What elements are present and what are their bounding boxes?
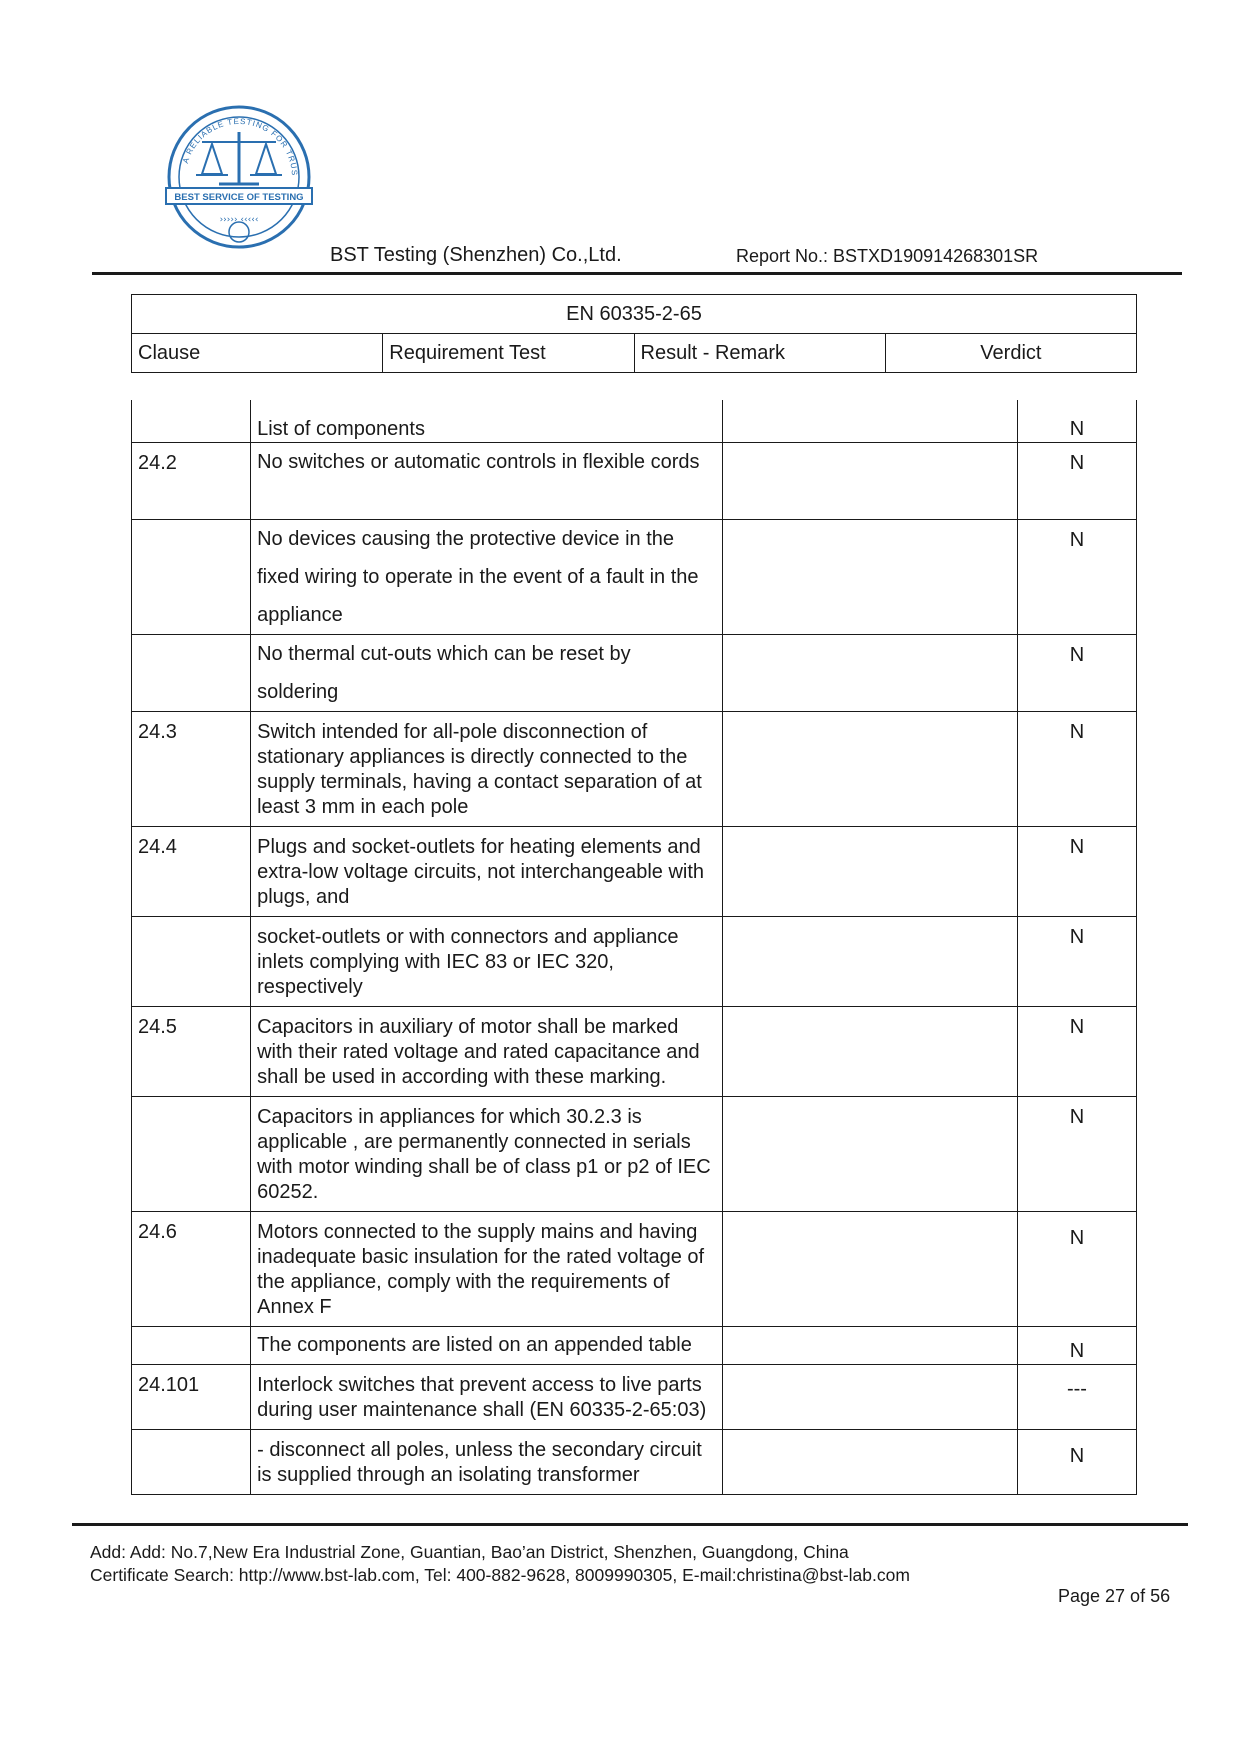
- result-cell: [722, 1430, 1017, 1495]
- verdict-cell: ---: [1017, 1365, 1136, 1430]
- footer-divider: [72, 1523, 1188, 1526]
- header-divider: [92, 272, 1182, 275]
- clause-cell: 24.2: [132, 443, 251, 520]
- requirements-table: [131, 400, 1137, 1495]
- column-header-clause: Clause: [132, 334, 383, 373]
- requirement-cell: Switch intended for all-pole disconnection of stationary appliances is directly connected to the supply terminals, having a contact separation of at least 3 mm in each pole: [251, 712, 722, 827]
- verdict-cell: N: [1017, 827, 1136, 917]
- clause-cell: [132, 400, 251, 443]
- requirement-cell: Capacitors in auxiliary of motor shall be marked with their rated voltage and rated capacitance and shall be used in according with these marking.: [251, 1007, 722, 1097]
- verdict-cell: N: [1017, 443, 1136, 520]
- table-row: [132, 917, 1137, 1007]
- table-row: [132, 1327, 1137, 1365]
- verdict-cell: N: [1017, 1212, 1136, 1327]
- verdict-cell: N: [1017, 1097, 1136, 1212]
- result-cell: [722, 635, 1017, 712]
- result-cell: [722, 827, 1017, 917]
- verdict-cell: N: [1017, 917, 1136, 1007]
- clause-cell: [132, 1327, 251, 1365]
- requirement-cell: List of components: [251, 400, 722, 443]
- svg-text:››››› ‹‹‹‹‹: ››››› ‹‹‹‹‹: [219, 215, 259, 225]
- clause-cell: [132, 1430, 251, 1495]
- company-name: BST Testing (Shenzhen) Co.,Ltd.: [330, 244, 622, 266]
- requirement-cell: No switches or automatic controls in flexible cords: [251, 443, 722, 520]
- table-row: [132, 712, 1137, 827]
- report-number: Report No.: BSTXD190914268301SR: [736, 246, 1039, 266]
- clause-cell: 24.4: [132, 827, 251, 917]
- clause-cell: 24.3: [132, 712, 251, 827]
- requirement-cell: No devices causing the protective device in the fixed wiring to operate in the event of a fault in the appliance: [251, 520, 722, 635]
- column-header-verdict: Verdict: [885, 334, 1136, 373]
- clause-cell: 24.101: [132, 1365, 251, 1430]
- requirement-cell: The components are listed on an appended table: [251, 1327, 722, 1365]
- clause-cell: 24.6: [132, 1212, 251, 1327]
- footer-certificate-search: Certificate Search: http://www.bst-lab.com, Tel: 400-882-9628, 8009990305, E-mail:christina@bst-lab.com: [90, 1565, 910, 1585]
- clause-cell: [132, 635, 251, 712]
- clause-cell: [132, 520, 251, 635]
- requirement-cell: Motors connected to the supply mains and having inadequate basic insulation for the rated voltage of the appliance, comply with the requirements of Annex F: [251, 1212, 722, 1327]
- table-row: [132, 1097, 1137, 1212]
- requirement-cell: Interlock switches that prevent access to live parts during user maintenance shall (EN 60335-2-65:03): [251, 1365, 722, 1430]
- result-cell: [722, 1327, 1017, 1365]
- standard-title: EN 60335-2-65: [132, 295, 1137, 334]
- verdict-cell: N: [1017, 712, 1136, 827]
- verdict-cell: N: [1017, 1430, 1136, 1495]
- table-row: [132, 520, 1137, 635]
- requirement-cell: Plugs and socket-outlets for heating elements and extra-low voltage circuits, not interchangeable with plugs, and: [251, 827, 722, 917]
- footer-contact: [90, 1541, 910, 1587]
- table-row: [132, 635, 1137, 712]
- logo-banner-text: BEST SERVICE OF TESTING: [174, 192, 304, 203]
- footer-address: Add: Add: No.7,New Era Industrial Zone, Guantian, Bao’an District, Shenzhen, Guangdong, China: [90, 1542, 849, 1562]
- verdict-cell: N: [1017, 1007, 1136, 1097]
- page-number: Page 27 of 56: [1058, 1586, 1171, 1606]
- result-cell: [722, 712, 1017, 827]
- table-row: [132, 1430, 1137, 1495]
- table-row: [132, 400, 1137, 443]
- clause-cell: 24.5: [132, 1007, 251, 1097]
- result-cell: [722, 1007, 1017, 1097]
- result-cell: [722, 1097, 1017, 1212]
- requirement-cell: No thermal cut-outs which can be reset by soldering: [251, 635, 722, 712]
- verdict-cell: N: [1017, 520, 1136, 635]
- result-cell: [722, 400, 1017, 443]
- clause-cell: [132, 917, 251, 1007]
- table-row: [132, 1212, 1137, 1327]
- result-cell: [722, 917, 1017, 1007]
- table-row: [132, 1007, 1137, 1097]
- verdict-cell: N: [1017, 1327, 1136, 1365]
- company-logo: [164, 102, 314, 252]
- svg-text:A RELIABLE TESTING FOR TRUST: [164, 102, 299, 177]
- clause-cell: [132, 1097, 251, 1212]
- verdict-cell: N: [1017, 635, 1136, 712]
- result-cell: [722, 520, 1017, 635]
- verdict-cell: N: [1017, 400, 1136, 443]
- table-row: [132, 1365, 1137, 1430]
- requirement-cell: - disconnect all poles, unless the secondary circuit is supplied through an isolating transformer: [251, 1430, 722, 1495]
- logo-ring-text: A RELIABLE TESTING FOR TRUS: [180, 116, 300, 177]
- result-cell: [722, 1212, 1017, 1327]
- result-cell: [722, 1365, 1017, 1430]
- column-header-requirement: Requirement Test: [383, 334, 634, 373]
- table-row: [132, 827, 1137, 917]
- requirement-cell: Capacitors in appliances for which 30.2.3 is applicable , are permanently connected in serials with motor winding shall be of class p1 or p2 of IEC 60252.: [251, 1097, 722, 1212]
- standard-header-table: [131, 294, 1137, 373]
- result-cell: [722, 443, 1017, 520]
- column-header-result: Result - Remark: [634, 334, 885, 373]
- table-row: [132, 443, 1137, 520]
- requirement-cell: socket-outlets or with connectors and appliance inlets complying with IEC 83 or IEC 320, respectively: [251, 917, 722, 1007]
